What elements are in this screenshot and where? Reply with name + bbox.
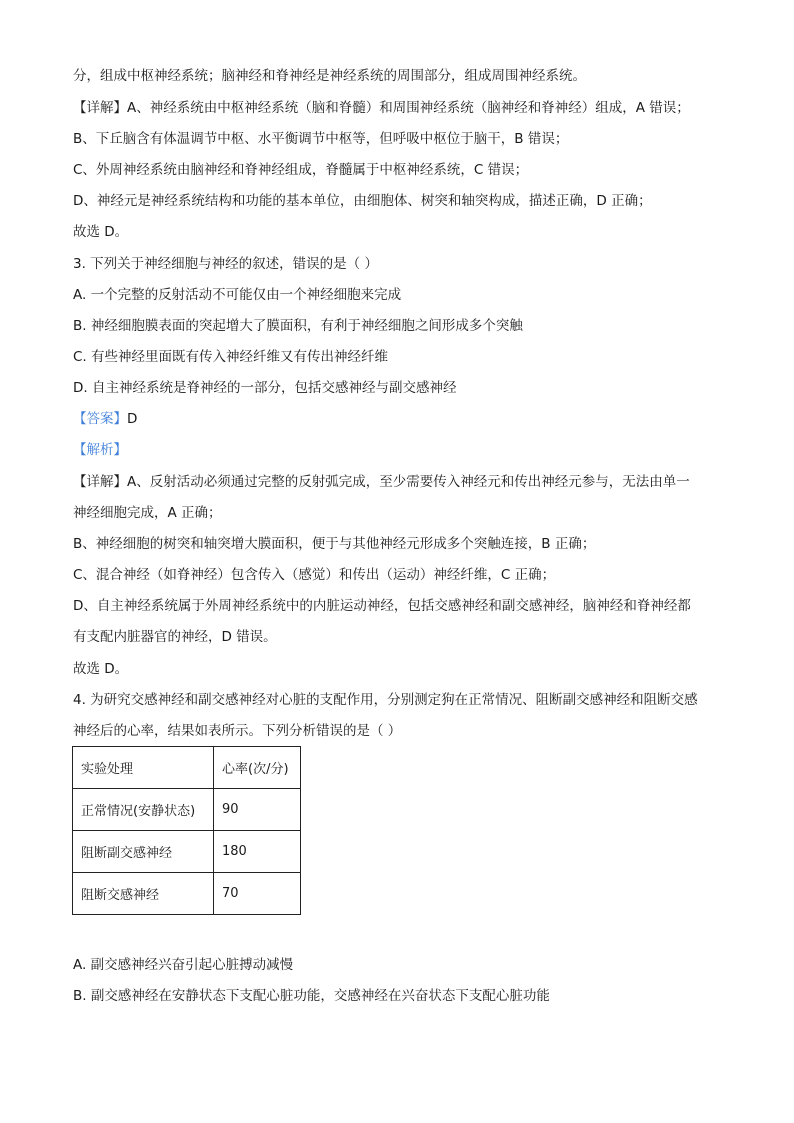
q3-option-c-explanation: C、混合神经（如脊神经）包含传入（感觉）和传出（运动）神经纤维，C 正确； [73, 567, 556, 583]
detail-tag: 【详解】 [73, 100, 127, 116]
q3-stem: 3. 下列关于神经细胞与神经的叙述，错误的是（ ） [73, 256, 378, 272]
q3-option-b-explanation: B、神经细胞的树突和轴突增大膜面积，便于与其他神经元形成多个突触连接，B 正确； [73, 536, 596, 552]
row-rate: 90 [214, 789, 301, 831]
table-header-row [73, 747, 301, 789]
q4-stem-2: 神经后的心率，结果如表所示。下列分析错误的是（ ） [73, 723, 402, 739]
detail-text: A、神经系统由中枢神经系统（脑和脊髓）和周围神经系统（脑神经和脊神经）组成，A 错误； [127, 100, 690, 116]
row-treatment: 阻断交感神经 [73, 873, 214, 915]
q3-analysis-tag: 【解析】 [73, 442, 127, 458]
table-row [73, 873, 301, 915]
q3-option-d-explanation: D、自主神经系统属于外周神经系统中的内脏运动神经，包括交感神经和副交感神经，脑神经和脊神经都 [73, 598, 691, 614]
q4-stem: 4. 为研究交感神经和副交感神经对心脏的支配作用，分别测定狗在正常情况、阻断副交感神经和阻断交感 [73, 692, 698, 708]
row-rate: 180 [214, 831, 301, 873]
text-line: 分，组成中枢神经系统；脑神经和脊神经是神经系统的周围部分，组成周围神经系统。 [73, 68, 586, 84]
row-treatment: 正常情况(安静状态) [73, 789, 214, 831]
q3-option-c: C. 有些神经里面既有传入神经纤维又有传出神经纤维 [73, 349, 389, 365]
q2-option-d-explanation: D、神经元是神经系统结构和功能的基本单位，由细胞体、树突和轴突构成，描述正确，D 正确； [73, 193, 652, 209]
q3-choice: 故选 D。 [73, 661, 129, 677]
q2-choice: 故选 D。 [73, 224, 129, 240]
q3-option-b: B. 神经细胞膜表面的突起增大了膜面积，有利于神经细胞之间形成多个突触 [73, 318, 523, 334]
q2-detail-line [73, 98, 690, 118]
detail-tag: 【详解】 [73, 474, 127, 490]
table-row [73, 831, 301, 873]
q3-answer-line [73, 409, 137, 429]
answer-tag: 【答案】 [73, 411, 127, 427]
q4-option-b: B. 副交感神经在安静状态下支配心脏功能，交感神经在兴奋状态下支配心脏功能 [73, 988, 550, 1004]
q3-option-d: D. 自主神经系统是脊神经的一部分，包括交感神经与副交感神经 [73, 380, 457, 396]
table-row [73, 789, 301, 831]
q3-detail-line [73, 472, 690, 492]
heart-rate-table [72, 746, 301, 915]
header-treatment: 实验处理 [73, 747, 214, 789]
q3-option-d-explanation-2: 有支配内脏器官的神经，D 错误。 [73, 629, 277, 645]
q4-option-a: A. 副交感神经兴奋引起心脏搏动减慢 [73, 957, 294, 973]
q3-option-a: A. 一个完整的反射活动不可能仅由一个神经细胞来完成 [73, 287, 402, 303]
row-rate: 70 [214, 873, 301, 915]
header-rate: 心率(次/分) [214, 747, 301, 789]
detail-text: A、反射活动必须通过完整的反射弧完成，至少需要传入神经元和传出神经元参与，无法由单一 [127, 474, 690, 490]
answer-value: D [127, 411, 138, 427]
q2-option-c-explanation: C、外周神经系统由脑神经和脊神经组成，脊髓属于中枢神经系统，C 错误； [73, 162, 529, 178]
q3-detail-line-2: 神经细胞完成，A 正确； [73, 505, 222, 521]
row-treatment: 阻断副交感神经 [73, 831, 214, 873]
q2-option-b-explanation: B、下丘脑含有体温调节中枢、水平衡调节中枢等，但呼吸中枢位于脑干，B 错误； [73, 131, 569, 147]
